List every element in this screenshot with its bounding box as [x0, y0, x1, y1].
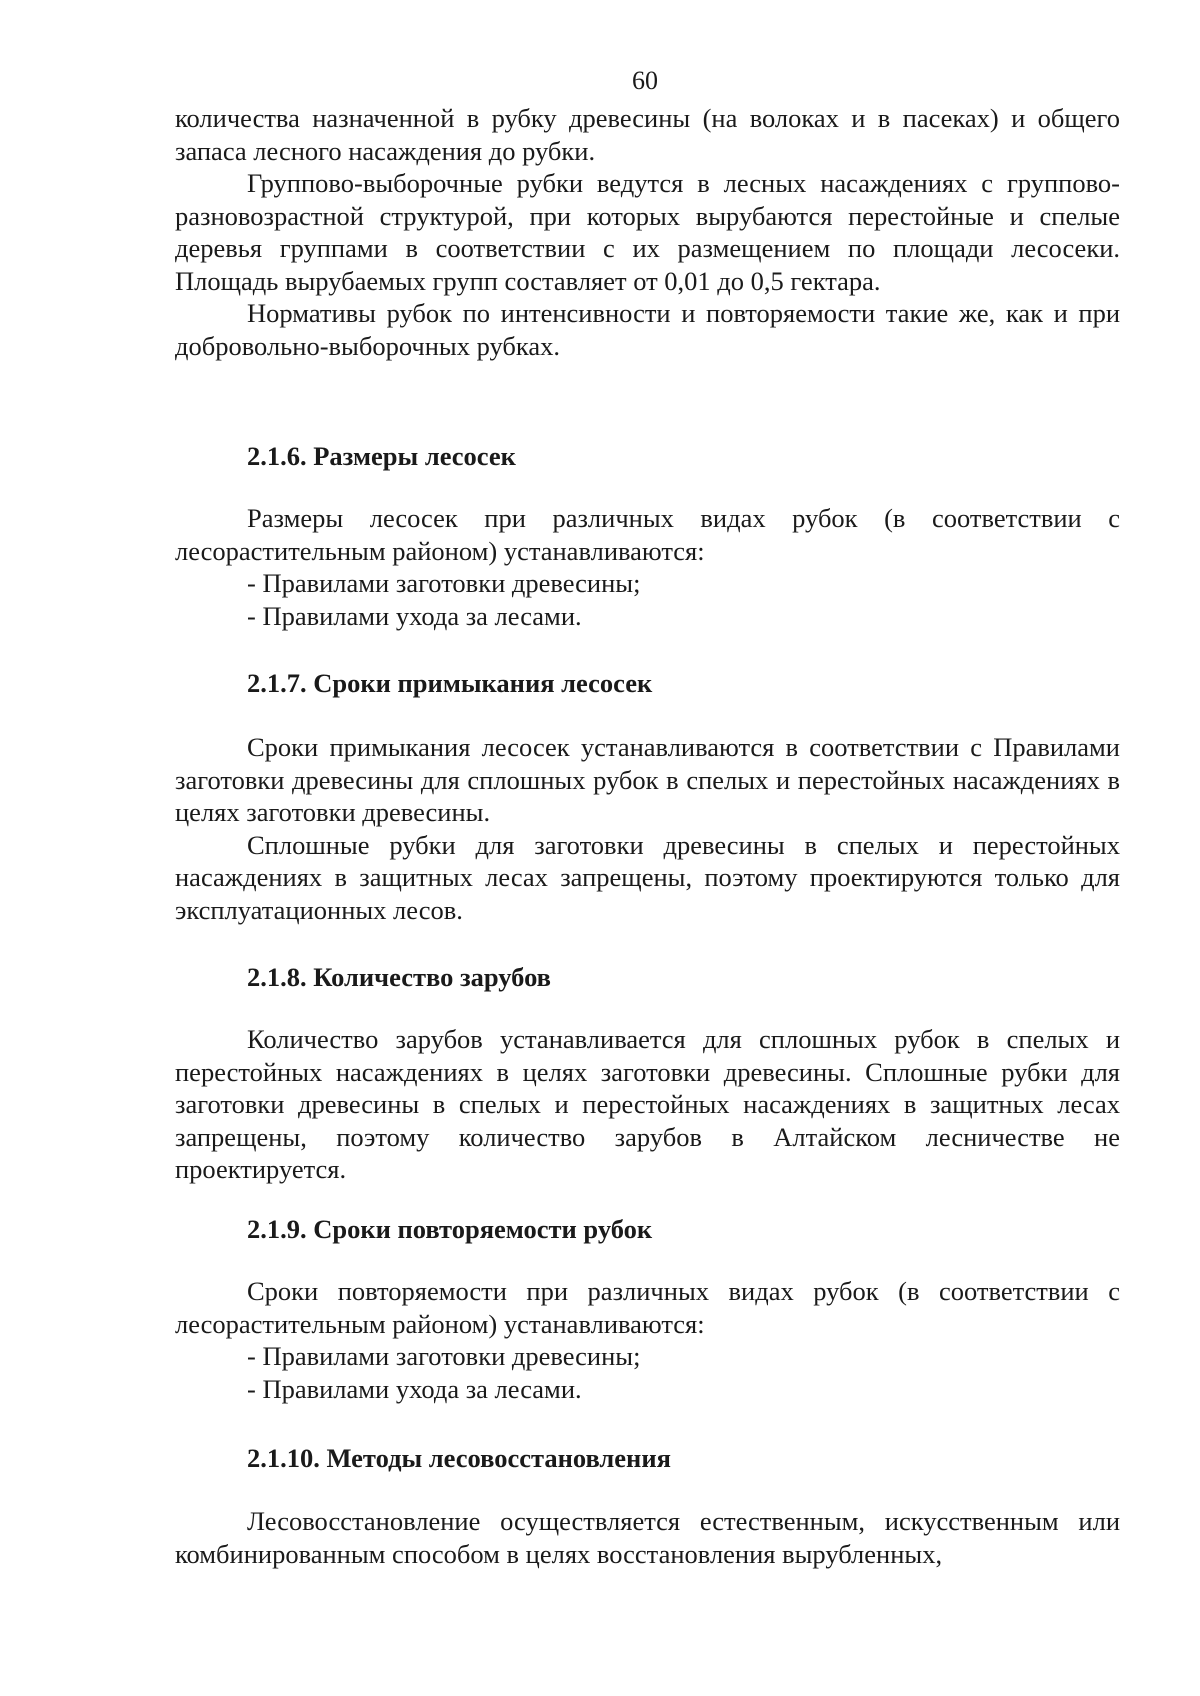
section-heading: 2.1.9. Сроки повторяемости рубок [247, 1214, 653, 1244]
paragraph-block [175, 1275, 1120, 1405]
paragraph: Группово-выборочные рубки ведутся в лесных насаждениях с группово-разновозрастной структурой, при которых вырубаются перестойные и спелые деревья группами в соответствии с их размещением по площади лесосеки. Площадь вырубаемых групп составляет от 0,01 до 0,5 гектара. [175, 168, 1120, 296]
list-item: - Правилами заготовки древесины; [247, 568, 641, 598]
paragraph: количества назначенной в рубку древесины (на волоках и в пасеках) и общего запаса лесного насаждения до рубки. [175, 103, 1120, 166]
paragraph: Размеры лесосек при различных видах рубок (в соответствии с лесорастительным районом) устанавливаются: [175, 503, 1120, 566]
section-heading: 2.1.6. Размеры лесосек [247, 441, 516, 471]
section-heading: 2.1.10. Методы лесовосстановления [247, 1443, 671, 1473]
paragraph: Лесовосстановление осуществляется естественным, искусственным или комбинированным способом в целях восстановления вырубленных, [175, 1506, 1120, 1569]
paragraph: Нормативы рубок по интенсивности и повторяемости такие же, как и при добровольно-выборочных рубках. [175, 298, 1120, 361]
section-heading: 2.1.8. Количество зарубов [247, 962, 551, 992]
paragraph-block [175, 102, 1120, 362]
list-item: - Правилами ухода за лесами. [247, 600, 582, 631]
paragraph-block [175, 502, 1120, 632]
paragraph: Количество зарубов устанавливается для сплошных рубок в спелых и перестойных насаждениях в целях заготовки древесины. Сплошные рубки для заготовки древесины в спелых и перестойных насаждениях в защитных лесах запрещены, поэтому количество зарубов в Алтайском лесничестве не проектируется. [175, 1024, 1120, 1184]
paragraph-block [175, 731, 1120, 926]
section-heading: 2.1.7. Сроки примыкания лесосек [247, 668, 653, 698]
paragraph: Сплошные рубки для заготовки древесины в спелых и перестойных насаждениях в защитных лесах запрещены, поэтому проектируются только для эксплуатационных лесов. [175, 829, 1120, 925]
list-item: - Правилами ухода за лесами. [247, 1373, 582, 1404]
paragraph-block [175, 1023, 1120, 1186]
paragraph: Сроки повторяемости при различных видах рубок (в соответствии с лесорастительным районом) устанавливаются: [175, 1276, 1120, 1339]
page-number: 60 [632, 66, 658, 95]
paragraph-block [175, 1505, 1120, 1570]
paragraph: Сроки примыкания лесосек устанавливаются в соответствии с Правилами заготовки древесины для сплошных рубок в спелых и перестойных насаждениях в целях заготовки древесины. [175, 732, 1120, 827]
list-item: - Правилами заготовки древесины; [247, 1341, 641, 1371]
